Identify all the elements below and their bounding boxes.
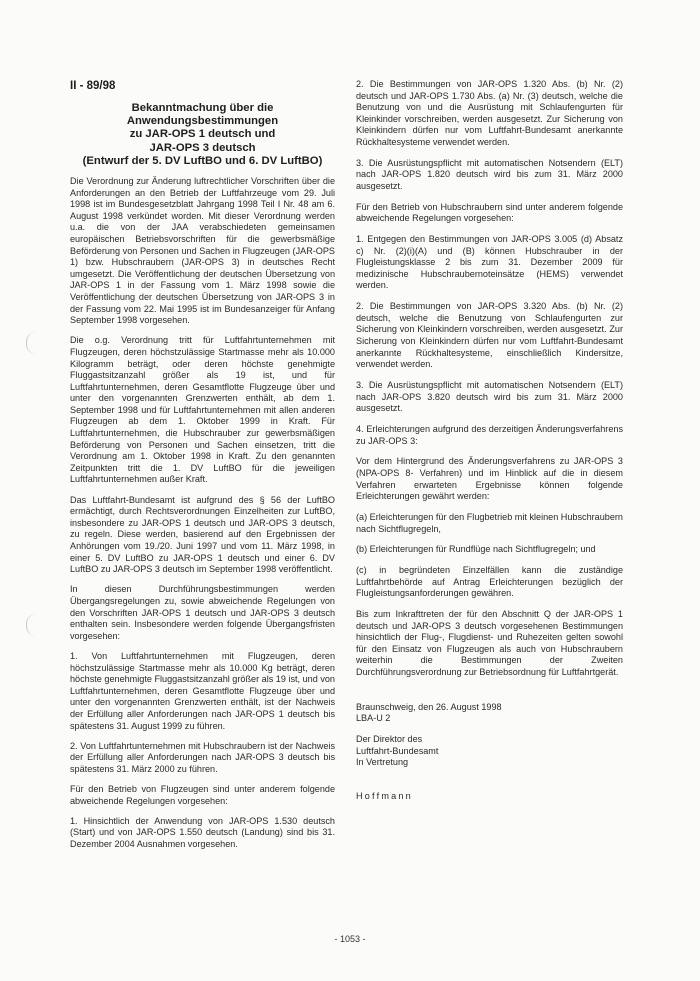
document-number: II - 89/98 — [70, 80, 116, 92]
paragraph: Das Luftfahrt-Bundesamt ist aufgrund des § 56 der LuftBO ermächtigt, durch Rechtsverordnungen Einzelheiten zur LuftBO, insbesondere zu JAR-OPS 1 deutsch und JAR-OPS 3 deutsch, zu regeln. Diese werden, basierend auf den Ergebnissen der Anhörungen vom 19./20. Juni 1997 und vom 11. März 1998, in einer 5. DV LuftBO zu JAR-OPS 1 deutsch und einer 6. DV LuftBO zu JAR-OPS 3 deutsch im September 1998 veröffentlicht. — [70, 494, 335, 575]
list-item: 3. Die Ausrüstungspflicht mit automatischen Notsendern (ELT) nach JAR-OPS 3.820 deutsch wird bis zum 31. März 2000 ausgesetzt. — [356, 380, 623, 414]
list-item: 1. Entgegen den Bestimmungen von JAR-OPS 3.005 (d) Absatz c) Nr. (2)(i)(A) und (B) können Hubschrauber in der Flugleistungsklasse 2 bis zum 31. Dezember 2009 für medizinische Hubschraubernoteinsätze (HEMS) verwendet werden. — [356, 234, 623, 291]
page-number: - 1053 - — [334, 934, 366, 944]
list-item: 2. Die Bestimmungen von JAR-OPS 3.320 Abs. (b) Nr. (2) deutsch, welche die Benutzung von Schlaufengurten zur Sicherung von Kleinkindern vorschreiben, werden ausgesetzt. Zur Sicherung von Kleinkindern dürfen nur vom Luftfahrt-Bundesamt anerkannte Rückhaltesysteme, einschließlich Kindersitze, verwendet werden. — [356, 301, 623, 370]
list-item: 1. Hinsichtlich der Anwendung von JAR-OPS 1.530 deutsch (Start) und von JAR-OPS 1.550 deutsch (Landung) sind bis 31. Dezember 2004 Ausnahmen vorgesehen. — [70, 815, 335, 850]
paragraph: Die o.g. Verordnung tritt für Luftfahrtunternehmen mit Flugzeugen, deren höchstzulässige Startmasse mehr als 10.000 Kilogramm beträgt, oder deren höchste genehmigte Fluggastsitzanzahl größer als 19 ist, und für Luftfahrtunternehmen, deren Gesamtflotte Flugzeuge über und unter den vorgenannten Grenzwerten enthält, ab dem 1. September 1998 und für Luftfahrtunternehmen mit allen anderen Flugzeugen ab dem 1. Oktober 1999 in Kraft. Für Luftfahrtunternehmen, die Hubschrauber zur gewerbsmäßigen Beförderung von Personen und Sachen einsetzen, tritt die Verordnung am 1. Oktober 1998 in Kraft. Zu den genannten Zeitpunkten tritt die 1. DV LuftBO für die jeweiligen Luftfahrtunternehmen außer Kraft. — [70, 335, 335, 485]
title-line: JAR-OPS 3 deutsch — [149, 141, 256, 154]
sender-line: In Vertretung — [356, 757, 409, 768]
signature: Hoffmann — [356, 790, 413, 801]
paragraph: Bis zum Inkrafttreten der für den Abschnitt Q der JAR-OPS 1 deutsch und JAR-OPS 3 deutsch vorgesehenen Bestimmungen hinsichtlich der Flug-, Flugdienst- und Ruhezeiten gelten sowohl für den Einsatz von Flugzeugen als auch von Hubschraubern weiterhin die Bestimmungen der Zweiten Durchführungsverordnung zur Betriebsordnung für Luftfahrtgerät. — [356, 609, 623, 677]
title-line: Anwendungsbestimmungen — [126, 115, 279, 128]
sender-block — [356, 734, 623, 769]
list-item: 1. Von Luftfahrtunternehmen mit Flugzeugen, deren höchstzulässige Startmasse mehr als 10.000 Kg beträgt, deren höchste genehmigte Fluggastsitzanzahl größer als 19 ist, und von Luftfahrtunternehmen, deren Gesamtflotte Flugzeuge über und unter den vorgenannten Grenzwerten enthält, ist der Nachweis der Erfüllung aller Anforderungen nach JAR-OPS 1 deutsch bis spätestens 31. August 1999 zu führen. — [70, 650, 335, 731]
paragraph: Vor dem Hintergrund des Änderungsverfahrens zu JAR-OPS 3 (NPA-OPS 8- Verfahren) und im Hinblick auf die in diesem Verfahren erwarteten Ergebnisse können folgende Erleichterungen gewährt werden: — [356, 456, 623, 502]
title-line: (Entwurf der 5. DV LuftBO und 6. DV LuftBO) — [82, 154, 323, 167]
left-column — [70, 79, 335, 859]
right-column — [356, 79, 623, 802]
document-title — [70, 102, 335, 168]
sub-item: (b) Erleichterungen für Rundflüge nach Sichtflugregeln; und — [356, 544, 596, 555]
title-line: zu JAR-OPS 1 deutsch und — [129, 128, 276, 141]
list-item: 2. Von Luftfahrtunternehmen mit Hubschraubern ist der Nachweis der Erfüllung aller Anforderungen nach JAR-OPS 3 deutsch bis spätestens 31. März 2000 zu führen. — [70, 740, 335, 774]
reference-code: LBA-U 2 — [356, 713, 391, 724]
list-item: 4. Erleichterungen aufgrund des derzeitigen Änderungsverfahrens zu JAR-OPS 3: — [356, 423, 623, 446]
title-line: Bekanntmachung über die — [131, 102, 274, 114]
place-date: Braunschweig, den 26. August 1998 — [356, 701, 502, 712]
paragraph: Die Verordnung zur Änderung luftrechtlicher Vorschriften über die Anforderungen an den Betrieb der Luftfahrzeuge vom 29. Juli 1998 ist im Bundesgesetzblatt Jahrgang 1998 Teil I Nr. 48 am 6. August 1998 verkündet worden. Mit dieser Verordnung werden u.a. die von der JAA verabschiedeten gemeinsamen europäischen Betriebsvorschriften für die gewerbsmäßige Beförderung von Personen und Sachen in Flugzeugen (JAR-OPS 1) bzw. Hubschraubern (JAR-OPS 3) in deutsches Recht umgesetzt. Die Veröffentlichung der deutschen Übersetzung von JAR-OPS 1 in der Fassung vom 1. März 1998 sowie die Veröffentlichung der deutschen Übersetzung von JAR-OPS 3 in der Fassung vom 22. Mai 1995 ist im Bundesanzeiger für Anfang September 1998 vorgesehen. — [70, 176, 335, 326]
sub-item: (c) in begründeten Einzelfällen kann die zuständige Luftfahrtbehörde auf Antrag Erleichterungen bezüglich der Flugleistungsanforderungen gewähren. — [356, 565, 623, 599]
sub-item: (a) Erleichterungen für den Flugbetrieb mit kleinen Hubschraubern nach Sichtflugregeln, — [356, 511, 623, 534]
sender-line: Luftfahrt-Bundesamt — [356, 745, 439, 756]
list-item: 2. Die Bestimmungen von JAR-OPS 1.320 Abs. (b) Nr. (2) deutsch und JAR-OPS 1.730 Abs. (a) Nr. (3) deutsch, welche die Benutzung von und die Ausrüstung mit Schlaufengurten für Kleinkinder vorschreiben, werden ausgesetzt. Zur Sicherung von Kleinkindern dürfen nur vom Luftfahrt-Bundesamt anerkannte Rückhaltesysteme verwendet werden. — [356, 79, 623, 147]
sender-line: Der Direktor des — [356, 733, 423, 744]
margin-hole-mark — [26, 332, 37, 354]
margin-hole-mark — [26, 614, 37, 636]
place-date-block — [356, 702, 623, 725]
paragraph: In diesen Durchführungsbestimmungen werden Übergangsregelungen zu, sowie abweichende Regelungen von den Vorschriften JAR-OPS 1 deutsch und JAR-OPS 3 deutsch enthalten sein. Insbesondere werden folgende Übergangsfristen vorgesehen: — [70, 584, 335, 641]
paragraph: Für den Betrieb von Flugzeugen sind unter anderem folgende abweichende Regelungen vorgesehen: — [70, 784, 335, 806]
paragraph: Für den Betrieb von Hubschraubern sind unter anderem folgende abweichende Regelungen vorgesehen: — [356, 201, 623, 224]
list-item: 3. Die Ausrüstungspflicht mit automatischen Notsendern (ELT) nach JAR-OPS 1.820 deutsch wird bis zum 31. März 2000 ausgesetzt. — [356, 157, 623, 191]
